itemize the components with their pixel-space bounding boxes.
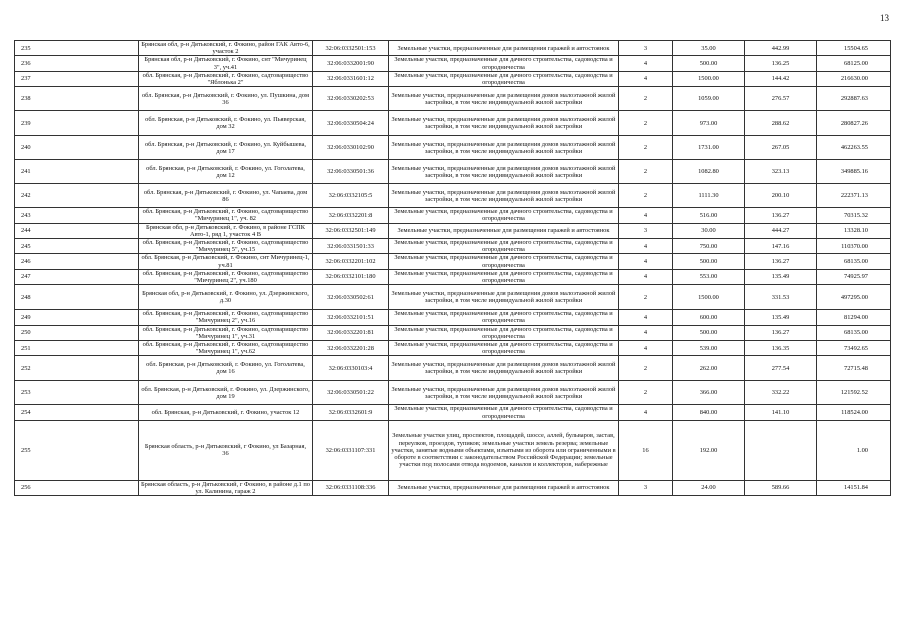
area-cell: 262.00 [673,356,745,381]
specific-value-cell [745,420,817,480]
table-row [15,285,891,310]
cadastral-number-cell: 32:06:0330504:24 [313,111,389,136]
row-number: 239 [15,111,139,136]
area-cell: 500.00 [673,56,745,71]
area-cell: 973.00 [673,111,745,136]
address-cell: обл. Брянская, р-н Дятьковский, г. Фокино, садтоварищество "Мичуринец 1", уч.62 [139,341,313,356]
cadastral-number-cell: 32:06:0331601:12 [313,71,389,86]
land-use-cell: Земельные участки, предназначенные для размещения домов малоэтажной жилой застройки, в том числе индивидуальной жилой застройки [389,184,619,208]
address-cell: обл. Брянская, р-н Дятьковский, г. Фокино, ул. Гоголатева, дом 16 [139,356,313,381]
cadastral-value-cell: 15504.65 [817,41,891,56]
table-row [15,356,891,381]
cadastral-number-cell: 32:06:0331501:33 [313,239,389,254]
row-number: 242 [15,184,139,208]
group-cell: 4 [619,208,673,223]
row-number: 254 [15,405,139,420]
land-use-cell: Земельные участки, предназначенные для дачного строительства, садоводства и огородничества [389,71,619,86]
cadastral-number-cell: 32:06:0330103:4 [313,356,389,381]
row-number: 238 [15,87,139,111]
row-number: 235 [15,41,139,56]
table-body [15,41,891,496]
cadastral-value-cell: 68135.00 [817,325,891,340]
land-use-cell: Земельные участки, предназначенные для размещения домов малоэтажной жилой застройки, в том числе индивидуальной жилой застройки [389,160,619,184]
group-cell: 4 [619,254,673,269]
land-use-cell: Земельные участки, предназначенные для размещения гаражей и автостоянок [389,223,619,238]
specific-value-cell: 442.99 [745,41,817,56]
table-row [15,310,891,325]
cadastral-value-cell: 68125.00 [817,56,891,71]
area-cell: 553.00 [673,269,745,284]
land-use-cell: Земельные участки, предназначенные для дачного строительства, садоводства и огородничества [389,56,619,71]
land-use-cell: Земельные участки, предназначенные для размещения гаражей и автостоянок [389,41,619,56]
group-cell: 4 [619,405,673,420]
specific-value-cell: 136.35 [745,341,817,356]
row-number: 250 [15,325,139,340]
specific-value-cell: 444.27 [745,223,817,238]
group-cell: 16 [619,420,673,480]
group-cell: 4 [619,239,673,254]
group-cell: 2 [619,87,673,111]
cadastral-number-cell: 32:06:0332601:9 [313,405,389,420]
address-cell: обл. Брянская, р-н Дятьковский, г. Фокино, ул. Куйбышева, дом 17 [139,136,313,160]
land-use-cell: Земельные участки, предназначенные для размещения домов малоэтажной жилой застройки, в том числе индивидуальной жилой застройки [389,381,619,405]
specific-value-cell: 331.53 [745,285,817,310]
cadastral-number-cell: 32:06:0332101:180 [313,269,389,284]
table-row [15,420,891,480]
cadastral-number-cell: 32:06:0330202:53 [313,87,389,111]
cadastral-number-cell: 32:06:0332501:153 [313,41,389,56]
specific-value-cell: 136.27 [745,254,817,269]
address-cell: обл. Брянская, р-н Дятьковский, г. Фокино, садтоварищество "Мичуринец 1", уч. 82 [139,208,313,223]
address-cell: Брянская область, р-н Дятьковский, г Фокино, ул Базарная, 36 [139,420,313,480]
cadastral-value-cell: 280827.26 [817,111,891,136]
cadastral-value-cell: 118524.00 [817,405,891,420]
cadastral-value-cell: 292887.63 [817,87,891,111]
address-cell: Брянская обл, р-н Дятьковский, г. Фокино, снт "Мичуринец 3", уч.41 [139,56,313,71]
cadastral-value-cell: 74925.97 [817,269,891,284]
cadastral-value-cell: 121592.52 [817,381,891,405]
cadastral-value-cell: 14151.84 [817,480,891,495]
address-cell: обл. Брянская, р-н Дятьковский, г. Фокино, садтоварищество "Мичуринец 1", уч.31 [139,325,313,340]
group-cell: 4 [619,341,673,356]
area-cell: 1059.00 [673,87,745,111]
table-row [15,111,891,136]
cadastral-value-cell: 462263.55 [817,136,891,160]
specific-value-cell: 136.27 [745,208,817,223]
area-cell: 366.00 [673,381,745,405]
cadastral-value-cell: 1.00 [817,420,891,480]
cadastral-value-cell: 68135.00 [817,254,891,269]
cadastral-number-cell: 32:06:0332501:149 [313,223,389,238]
table-row [15,136,891,160]
group-cell: 2 [619,136,673,160]
address-cell: обл. Брянская, р-н Дятьковский, г. Фокино, садтоварищество "Яблонька 2" [139,71,313,86]
area-cell: 840.00 [673,405,745,420]
land-use-cell: Земельные участки, предназначенные для размещения домов малоэтажной жилой застройки, в том числе индивидуальной жилой застройки [389,111,619,136]
row-number: 256 [15,480,139,495]
specific-value-cell: 323.13 [745,160,817,184]
address-cell: обл. Брянская, р-н Дятьковский, г. Фокино, ул. Дзержинского, дом 19 [139,381,313,405]
cadastral-value-cell: 222371.13 [817,184,891,208]
specific-value-cell: 277.54 [745,356,817,381]
group-cell: 2 [619,184,673,208]
area-cell: 24.00 [673,480,745,495]
cadastral-number-cell: 32:06:0331108:336 [313,480,389,495]
land-use-cell: Земельные участки, предназначенные для дачного строительства, садоводства и огородничества [389,239,619,254]
area-cell: 192.00 [673,420,745,480]
land-use-cell: Земельные участки, предназначенные для дачного строительства, садоводства и огородничества [389,405,619,420]
address-cell: Брянская обл, р-н Дятьковский, г. Фокино, ул. Дзержинского, д.30 [139,285,313,310]
area-cell: 539.00 [673,341,745,356]
row-number: 241 [15,160,139,184]
cadastral-value-cell: 110370.00 [817,239,891,254]
specific-value-cell: 276.57 [745,87,817,111]
cadastral-number-cell: 32:06:0332101:51 [313,310,389,325]
land-use-cell: Земельные участки, предназначенные для размещения домов малоэтажной жилой застройки, в том числе индивидуальной жилой застройки [389,136,619,160]
cadastral-value-cell: 216630.00 [817,71,891,86]
area-cell: 1082.80 [673,160,745,184]
specific-value-cell: 141.10 [745,405,817,420]
row-number: 243 [15,208,139,223]
address-cell: обл. Брянская, р-н Дятьковский, г. Фокино, снт Мичуринец-1, уч.81 [139,254,313,269]
table-row [15,269,891,284]
page-number: 13 [880,13,889,23]
cadastral-number-cell: 32:06:0330502:61 [313,285,389,310]
area-cell: 1731.00 [673,136,745,160]
cadastral-number-cell: 32:06:0330102:90 [313,136,389,160]
row-number: 244 [15,223,139,238]
address-cell: обл. Брянская, р-н Дятьковский, г. Фокино, ул. Чапаева, дом 86 [139,184,313,208]
table-row [15,480,891,495]
row-number: 236 [15,56,139,71]
address-cell: обл. Брянская, р-н Дятьковский, г. Фокино, садтоварищество "Мичуринец 5", уч.15 [139,239,313,254]
area-cell: 1500.00 [673,71,745,86]
cadastral-number-cell: 32:06:0330501:22 [313,381,389,405]
specific-value-cell: 267.05 [745,136,817,160]
land-use-cell: Земельные участки улиц, проспектов, площадей, шоссе, аллей, бульваров, застав, переулков, проездов, тупиков; земельные участки земель резерва; земельные участки, занятые водными объектами, изъятыми из оборота или ограниченными в обороте в соответствии с законодательством Российской Федерации; земельные участки под полосами отвода водоемов, каналов и коллекторов, набережные [389,420,619,480]
cadastral-number-cell: 32:06:0332201:28 [313,341,389,356]
table-row [15,160,891,184]
cadastral-number-cell: 32:06:0330501:36 [313,160,389,184]
specific-value-cell: 200.10 [745,184,817,208]
land-use-cell: Земельные участки, предназначенные для размещения гаражей и автостоянок [389,480,619,495]
area-cell: 750.00 [673,239,745,254]
row-number: 251 [15,341,139,356]
address-cell: обл. Брянская, р-н Дятьковский, г. Фокино, ул. Пьяверская, дом 32 [139,111,313,136]
area-cell: 30.00 [673,223,745,238]
table-row [15,405,891,420]
land-use-cell: Земельные участки, предназначенные для размещения домов малоэтажной жилой застройки, в том числе индивидуальной жилой застройки [389,356,619,381]
group-cell: 4 [619,325,673,340]
row-number: 255 [15,420,139,480]
row-number: 237 [15,71,139,86]
row-number: 246 [15,254,139,269]
cadastral-value-cell: 81294.00 [817,310,891,325]
row-number: 253 [15,381,139,405]
cadastral-number-cell: 32:06:0332105:5 [313,184,389,208]
area-cell: 500.00 [673,254,745,269]
specific-value-cell: 332.22 [745,381,817,405]
address-cell: Брянская обл, р-н Дятьковский, г. Фокино, в районе ГСПК Авто-1, ряд 1, участок 4 В [139,223,313,238]
group-cell: 4 [619,71,673,86]
address-cell: обл. Брянская, р-н Дятьковский, г. Фокино, ул. Гоголатева, дом 12 [139,160,313,184]
row-number: 252 [15,356,139,381]
address-cell: Брянская область, р-н Дятьковский, г Фокино, в районе д.1 по ул. Калинина, гараж 2 [139,480,313,495]
cadastral-value-cell: 497295.00 [817,285,891,310]
table-row [15,41,891,56]
area-cell: 1111.30 [673,184,745,208]
group-cell: 2 [619,381,673,405]
address-cell: обл. Брянская, р-н Дятьковский, г. Фокино, садтоварищество "Мичуринец 2", уч.180 [139,269,313,284]
address-cell: обл. Брянская, р-н Дятьковский, г. Фокино, садтоварищество "Мичуринец 2", уч.16 [139,310,313,325]
land-use-cell: Земельные участки, предназначенные для дачного строительства, садоводства и огородничества [389,310,619,325]
cadastral-value-table [14,40,891,496]
table-row [15,341,891,356]
address-cell: Брянская обл, р-н Дятьковский, г. Фокино, район ГАК Авто-6, участок 2 [139,41,313,56]
group-cell: 4 [619,56,673,71]
table-row [15,87,891,111]
cadastral-value-cell: 73492.65 [817,341,891,356]
specific-value-cell: 589.66 [745,480,817,495]
specific-value-cell: 135.49 [745,269,817,284]
table-row [15,325,891,340]
land-use-cell: Земельные участки, предназначенные для размещения домов малоэтажной жилой застройки, в том числе индивидуальной жилой застройки [389,87,619,111]
cadastral-number-cell: 32:06:0332201:8 [313,208,389,223]
table-row [15,223,891,238]
specific-value-cell: 144.42 [745,71,817,86]
group-cell: 2 [619,285,673,310]
land-use-cell: Земельные участки, предназначенные для дачного строительства, садоводства и огородничества [389,325,619,340]
area-cell: 516.00 [673,208,745,223]
land-use-cell: Земельные участки, предназначенные для размещения домов малоэтажной жилой застройки, в том числе индивидуальной жилой застройки [389,285,619,310]
row-number: 247 [15,269,139,284]
cadastral-number-cell: 32:06:0332201:102 [313,254,389,269]
cadastral-value-cell: 349885.16 [817,160,891,184]
table-row [15,208,891,223]
land-use-cell: Земельные участки, предназначенные для дачного строительства, садоводства и огородничества [389,341,619,356]
land-use-cell: Земельные участки, предназначенные для дачного строительства, садоводства и огородничества [389,208,619,223]
table-row [15,254,891,269]
area-cell: 1500.00 [673,285,745,310]
group-cell: 3 [619,223,673,238]
address-cell: обл. Брянская, р-н Дятьковский, г. Фокино, ул. Пушкина, дом 36 [139,87,313,111]
area-cell: 600.00 [673,310,745,325]
land-use-cell: Земельные участки, предназначенные для дачного строительства, садоводства и огородничества [389,254,619,269]
table-row [15,184,891,208]
group-cell: 2 [619,160,673,184]
row-number: 249 [15,310,139,325]
specific-value-cell: 136.25 [745,56,817,71]
table-row [15,56,891,71]
specific-value-cell: 136.27 [745,325,817,340]
specific-value-cell: 147.16 [745,239,817,254]
group-cell: 2 [619,356,673,381]
row-number: 240 [15,136,139,160]
address-cell: обл. Брянская, р-н Дятьковский, г. Фокино, участок 12 [139,405,313,420]
group-cell: 3 [619,41,673,56]
specific-value-cell: 288.62 [745,111,817,136]
row-number: 248 [15,285,139,310]
row-number: 245 [15,239,139,254]
table-row [15,381,891,405]
area-cell: 35.00 [673,41,745,56]
table-row [15,239,891,254]
land-use-cell: Земельные участки, предназначенные для дачного строительства, садоводства и огородничества [389,269,619,284]
cadastral-number-cell: 32:06:0331107:331 [313,420,389,480]
cadastral-value-cell: 13328.10 [817,223,891,238]
cadastral-number-cell: 32:06:0332201:81 [313,325,389,340]
area-cell: 500.00 [673,325,745,340]
cadastral-value-cell: 70315.32 [817,208,891,223]
cadastral-value-cell: 72715.48 [817,356,891,381]
group-cell: 3 [619,480,673,495]
group-cell: 2 [619,111,673,136]
group-cell: 4 [619,310,673,325]
cadastral-number-cell: 32:06:0332001:90 [313,56,389,71]
specific-value-cell: 135.49 [745,310,817,325]
group-cell: 4 [619,269,673,284]
table-row [15,71,891,86]
